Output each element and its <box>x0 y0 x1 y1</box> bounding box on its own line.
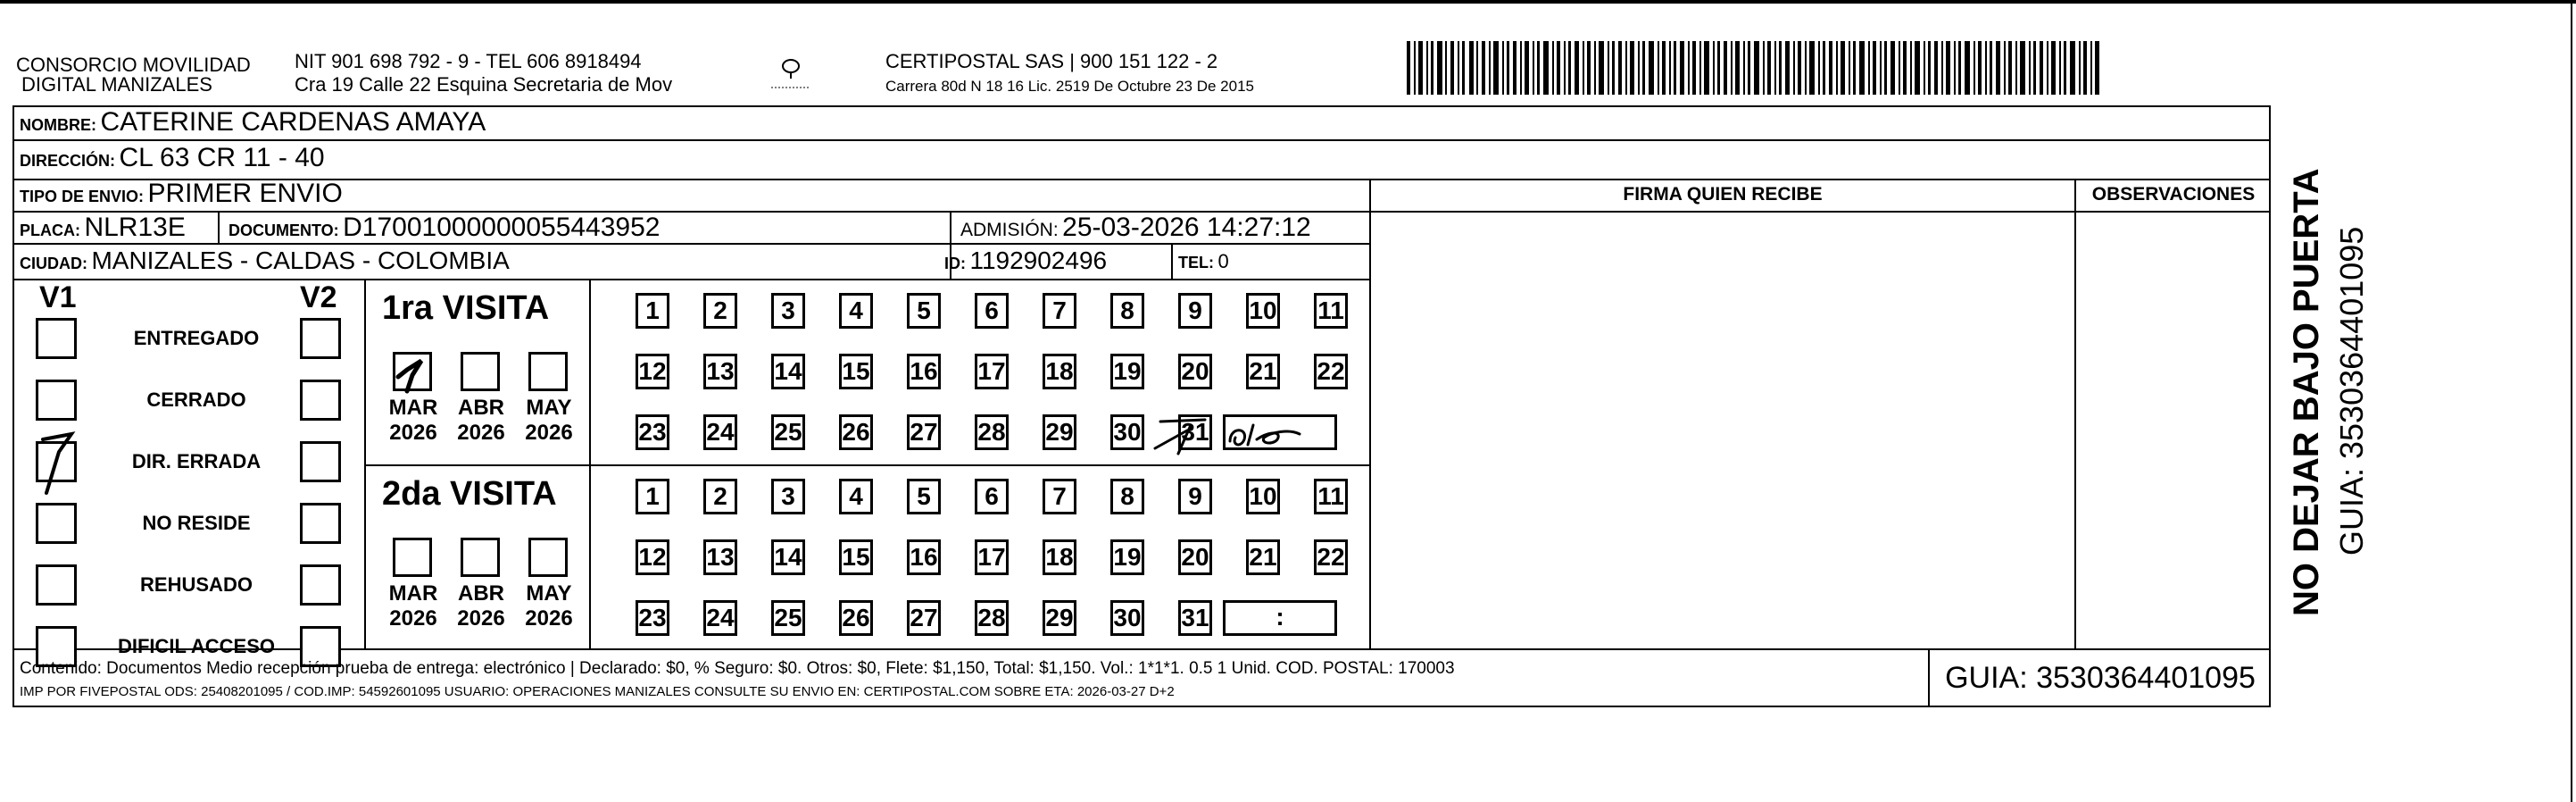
day-box[interactable]: 1 <box>636 479 669 514</box>
day-box[interactable]: 17 <box>975 354 1009 389</box>
day-box[interactable]: 21 <box>1246 354 1280 389</box>
month-label: ABR <box>458 396 504 420</box>
day-box[interactable]: 4 <box>839 479 873 514</box>
documento-row <box>229 213 660 243</box>
courier-address: Carrera 80d N 18 16 Lic. 2519 De Octubre 23 De 2015 <box>885 78 1254 95</box>
nombre-row <box>20 107 486 138</box>
placa-label: PLACA: <box>20 221 80 239</box>
handwritten-strike-31 <box>1151 413 1214 457</box>
nombre-label: NOMBRE: <box>20 116 96 134</box>
tel-label: TEL: <box>1178 254 1214 272</box>
footer-contenido: Contenido: Documentos Medio recepción prueba de entrega: electrónico | Declarado: $0, % Seguro: $0. Otros: $0, Flete: $1,150, Total: $1,150. Vol.: 1*1*1. 0.5 1 Unid. COD. POSTAL: 170003 <box>20 659 1455 678</box>
day-box[interactable]: 25 <box>771 414 805 450</box>
status-v1-checkbox[interactable] <box>36 318 77 359</box>
day-box[interactable]: 22 <box>1314 539 1348 575</box>
status-v2-checkbox[interactable] <box>300 564 341 606</box>
day-box[interactable]: 27 <box>907 414 941 450</box>
direccion-row <box>20 143 325 173</box>
day-box[interactable]: 8 <box>1110 479 1144 514</box>
firma-header: FIRMA QUIEN RECIBE <box>1623 184 1823 205</box>
row-line <box>12 279 1369 280</box>
day-box[interactable]: 28 <box>975 600 1009 636</box>
id-label: ID: <box>944 255 966 272</box>
status-label: ENTREGADO <box>133 327 260 349</box>
sender-address: Cra 19 Calle 22 Esquina Secretaria de Mov <box>295 73 673 96</box>
day-box[interactable]: 20 <box>1178 539 1212 575</box>
day-box[interactable]: 11 <box>1314 479 1348 514</box>
day-box[interactable]: 27 <box>907 600 941 636</box>
day-box[interactable]: 20 <box>1178 354 1212 389</box>
day-box[interactable]: 15 <box>839 354 873 389</box>
month-label: MAY <box>526 396 572 420</box>
time-box[interactable]: : <box>1223 600 1337 636</box>
sender-name-line1: CONSORCIO MOVILIDAD <box>16 54 251 76</box>
day-box[interactable]: 29 <box>1043 600 1076 636</box>
day-box[interactable]: 13 <box>703 354 737 389</box>
row-line <box>12 243 1369 245</box>
status-label: NO RESIDE <box>142 512 251 534</box>
documento-value: D17001000000055443952 <box>343 213 661 242</box>
cell-line <box>1171 243 1173 279</box>
day-box[interactable]: 22 <box>1314 354 1348 389</box>
day-box[interactable]: 23 <box>636 600 669 636</box>
courier-name: CERTIPOSTAL SAS | 900 151 122 - 2 <box>885 50 1218 72</box>
day-box[interactable]: 17 <box>975 539 1009 575</box>
v2-label: V2 <box>300 280 337 314</box>
tipo-row <box>20 179 343 209</box>
admision-row <box>960 213 1311 243</box>
day-box[interactable]: 12 <box>636 354 669 389</box>
day-box[interactable]: 14 <box>771 539 805 575</box>
id-value: 1192902496 <box>969 246 1108 274</box>
day-box[interactable]: 12 <box>636 539 669 575</box>
month-checkbox[interactable] <box>461 538 500 577</box>
visit-title: 1ra VISITA <box>382 289 550 327</box>
day-box[interactable]: 19 <box>1110 539 1144 575</box>
day-box[interactable]: 28 <box>975 414 1009 450</box>
year-label: 2026 <box>525 606 573 631</box>
day-box[interactable]: 23 <box>636 414 669 450</box>
row-line <box>12 139 2271 141</box>
day-box[interactable]: 16 <box>907 539 941 575</box>
month-label: MAY <box>526 581 572 606</box>
day-box[interactable]: 31 <box>1178 600 1212 636</box>
visit-title: 2da VISITA <box>382 475 557 513</box>
day-box[interactable]: 1 <box>636 293 669 329</box>
admision-value: 25-03-2026 14:27:12 <box>1062 213 1311 242</box>
footer-guia: GUIA: 3530364401095 <box>1945 661 2256 695</box>
year-label: 2026 <box>389 421 437 445</box>
month-checkbox[interactable] <box>528 352 568 391</box>
day-box[interactable]: 30 <box>1110 414 1144 450</box>
id-row <box>944 246 1107 275</box>
day-box[interactable]: 6 <box>975 479 1009 514</box>
top-cut-line <box>0 0 2576 4</box>
visit-divider <box>364 464 1369 466</box>
year-label: 2026 <box>457 606 505 631</box>
cell-line <box>218 211 220 243</box>
ciudad-row <box>20 246 510 275</box>
day-box[interactable]: 25 <box>771 600 805 636</box>
month-label: MAR <box>388 581 438 606</box>
day-box[interactable]: 26 <box>839 600 873 636</box>
day-box[interactable]: 31 <box>1178 414 1212 450</box>
day-box[interactable]: 5 <box>907 293 941 329</box>
right-cut-line <box>2571 0 2572 802</box>
tel-value: 0 <box>1217 250 1229 272</box>
direccion-label: DIRECCIÓN: <box>20 152 115 170</box>
footer-imp: IMP POR FIVEPOSTAL ODS: 25408201095 / COD.IMP: 54592601095 USUARIO: OPERACIONES MANIZALES CONSULTE SU ENVIO EN: CERTIPOSTAL.COM SOBRE ETA: 2026-03-27 D+2 <box>20 684 1175 699</box>
day-box[interactable]: 16 <box>907 354 941 389</box>
side-guia: GUIA: 3530364401095 <box>2333 226 2370 556</box>
day-box[interactable]: 18 <box>1043 354 1076 389</box>
day-box[interactable]: 24 <box>703 414 737 450</box>
day-box[interactable]: 26 <box>839 414 873 450</box>
footer-line <box>12 648 2271 650</box>
day-box[interactable]: 5 <box>907 479 941 514</box>
month-label: ABR <box>458 581 504 606</box>
col-line-obs <box>2074 179 2076 648</box>
status-v1-checkbox[interactable] <box>36 380 77 421</box>
v1-label: V1 <box>39 280 77 314</box>
status-v2-checkbox[interactable] <box>300 503 341 544</box>
day-box[interactable]: 21 <box>1246 539 1280 575</box>
status-label: DIR. ERRADA <box>131 450 262 472</box>
ciudad-value: MANIZALES - CALDAS - COLOMBIA <box>91 246 510 274</box>
handwritten-time-mark <box>1221 414 1328 454</box>
month-checkbox[interactable] <box>528 538 568 577</box>
admision-label: ADMISIÓN: <box>960 220 1059 240</box>
month-checkbox[interactable] <box>393 538 432 577</box>
row-line <box>12 179 2271 180</box>
day-box[interactable]: 7 <box>1043 479 1076 514</box>
tipo-label: TIPO DE ENVIO: <box>20 188 145 205</box>
status-v2-checkbox[interactable] <box>300 318 341 359</box>
day-box[interactable]: 4 <box>839 293 873 329</box>
status-label: REHUSADO <box>140 573 253 596</box>
months-divider <box>589 279 591 648</box>
day-box[interactable]: 9 <box>1178 479 1212 514</box>
day-box[interactable]: 29 <box>1043 414 1076 450</box>
day-box[interactable]: 15 <box>839 539 873 575</box>
status-panel-divider <box>364 279 366 648</box>
status-label: DIFICIL ACCESO <box>117 635 275 657</box>
nombre-value: CATERINE CARDENAS AMAYA <box>100 107 486 137</box>
day-box[interactable]: 3 <box>771 293 805 329</box>
year-label: 2026 <box>525 421 573 445</box>
year-label: 2026 <box>457 421 505 445</box>
day-box[interactable]: 19 <box>1110 354 1144 389</box>
handwritten-check-mar <box>386 350 439 404</box>
day-box[interactable]: 10 <box>1246 293 1280 329</box>
status-v1-checkbox[interactable] <box>36 503 77 544</box>
placa-value: NLR13E <box>84 213 186 242</box>
side-warning: NO DEJAR BAJO PUERTA <box>2287 168 2326 616</box>
day-box[interactable]: 30 <box>1110 600 1144 636</box>
tipo-value: PRIMER ENVIO <box>147 179 343 208</box>
day-box[interactable]: 7 <box>1043 293 1076 329</box>
courier-logo-icon <box>768 55 814 95</box>
handwritten-check-dir-errada <box>36 427 89 498</box>
barcode <box>1407 41 2101 95</box>
day-box[interactable]: 9 <box>1178 293 1212 329</box>
documento-label: DOCUMENTO: <box>229 221 339 239</box>
placa-row <box>20 213 186 243</box>
day-box[interactable]: 14 <box>771 354 805 389</box>
ciudad-label: CIUDAD: <box>20 255 87 272</box>
sender-nit: NIT 901 698 792 - 9 - TEL 606 8918494 <box>295 50 642 72</box>
year-label: 2026 <box>389 606 437 631</box>
tel-row <box>1178 250 1229 273</box>
status-v2-checkbox[interactable] <box>300 380 341 421</box>
status-v1-checkbox[interactable] <box>36 564 77 606</box>
direccion-value: CL 63 CR 11 - 40 <box>119 143 325 172</box>
day-box[interactable]: 6 <box>975 293 1009 329</box>
status-label: CERRADO <box>146 388 246 411</box>
day-box[interactable]: 2 <box>703 293 737 329</box>
day-box[interactable]: 8 <box>1110 293 1144 329</box>
month-checkbox[interactable] <box>461 352 500 391</box>
day-box[interactable]: 18 <box>1043 539 1076 575</box>
month-label: MAR <box>388 396 438 420</box>
observaciones-header: OBSERVACIONES <box>2091 184 2256 205</box>
day-box[interactable]: 2 <box>703 479 737 514</box>
day-box[interactable]: 13 <box>703 539 737 575</box>
day-box[interactable]: 3 <box>771 479 805 514</box>
day-box[interactable]: 11 <box>1314 293 1348 329</box>
sender-name-line2: DIGITAL MANIZALES <box>21 73 212 96</box>
day-box[interactable]: 24 <box>703 600 737 636</box>
col-line-firma <box>1369 179 1371 648</box>
day-box[interactable]: 10 <box>1246 479 1280 514</box>
status-v2-checkbox[interactable] <box>300 441 341 482</box>
